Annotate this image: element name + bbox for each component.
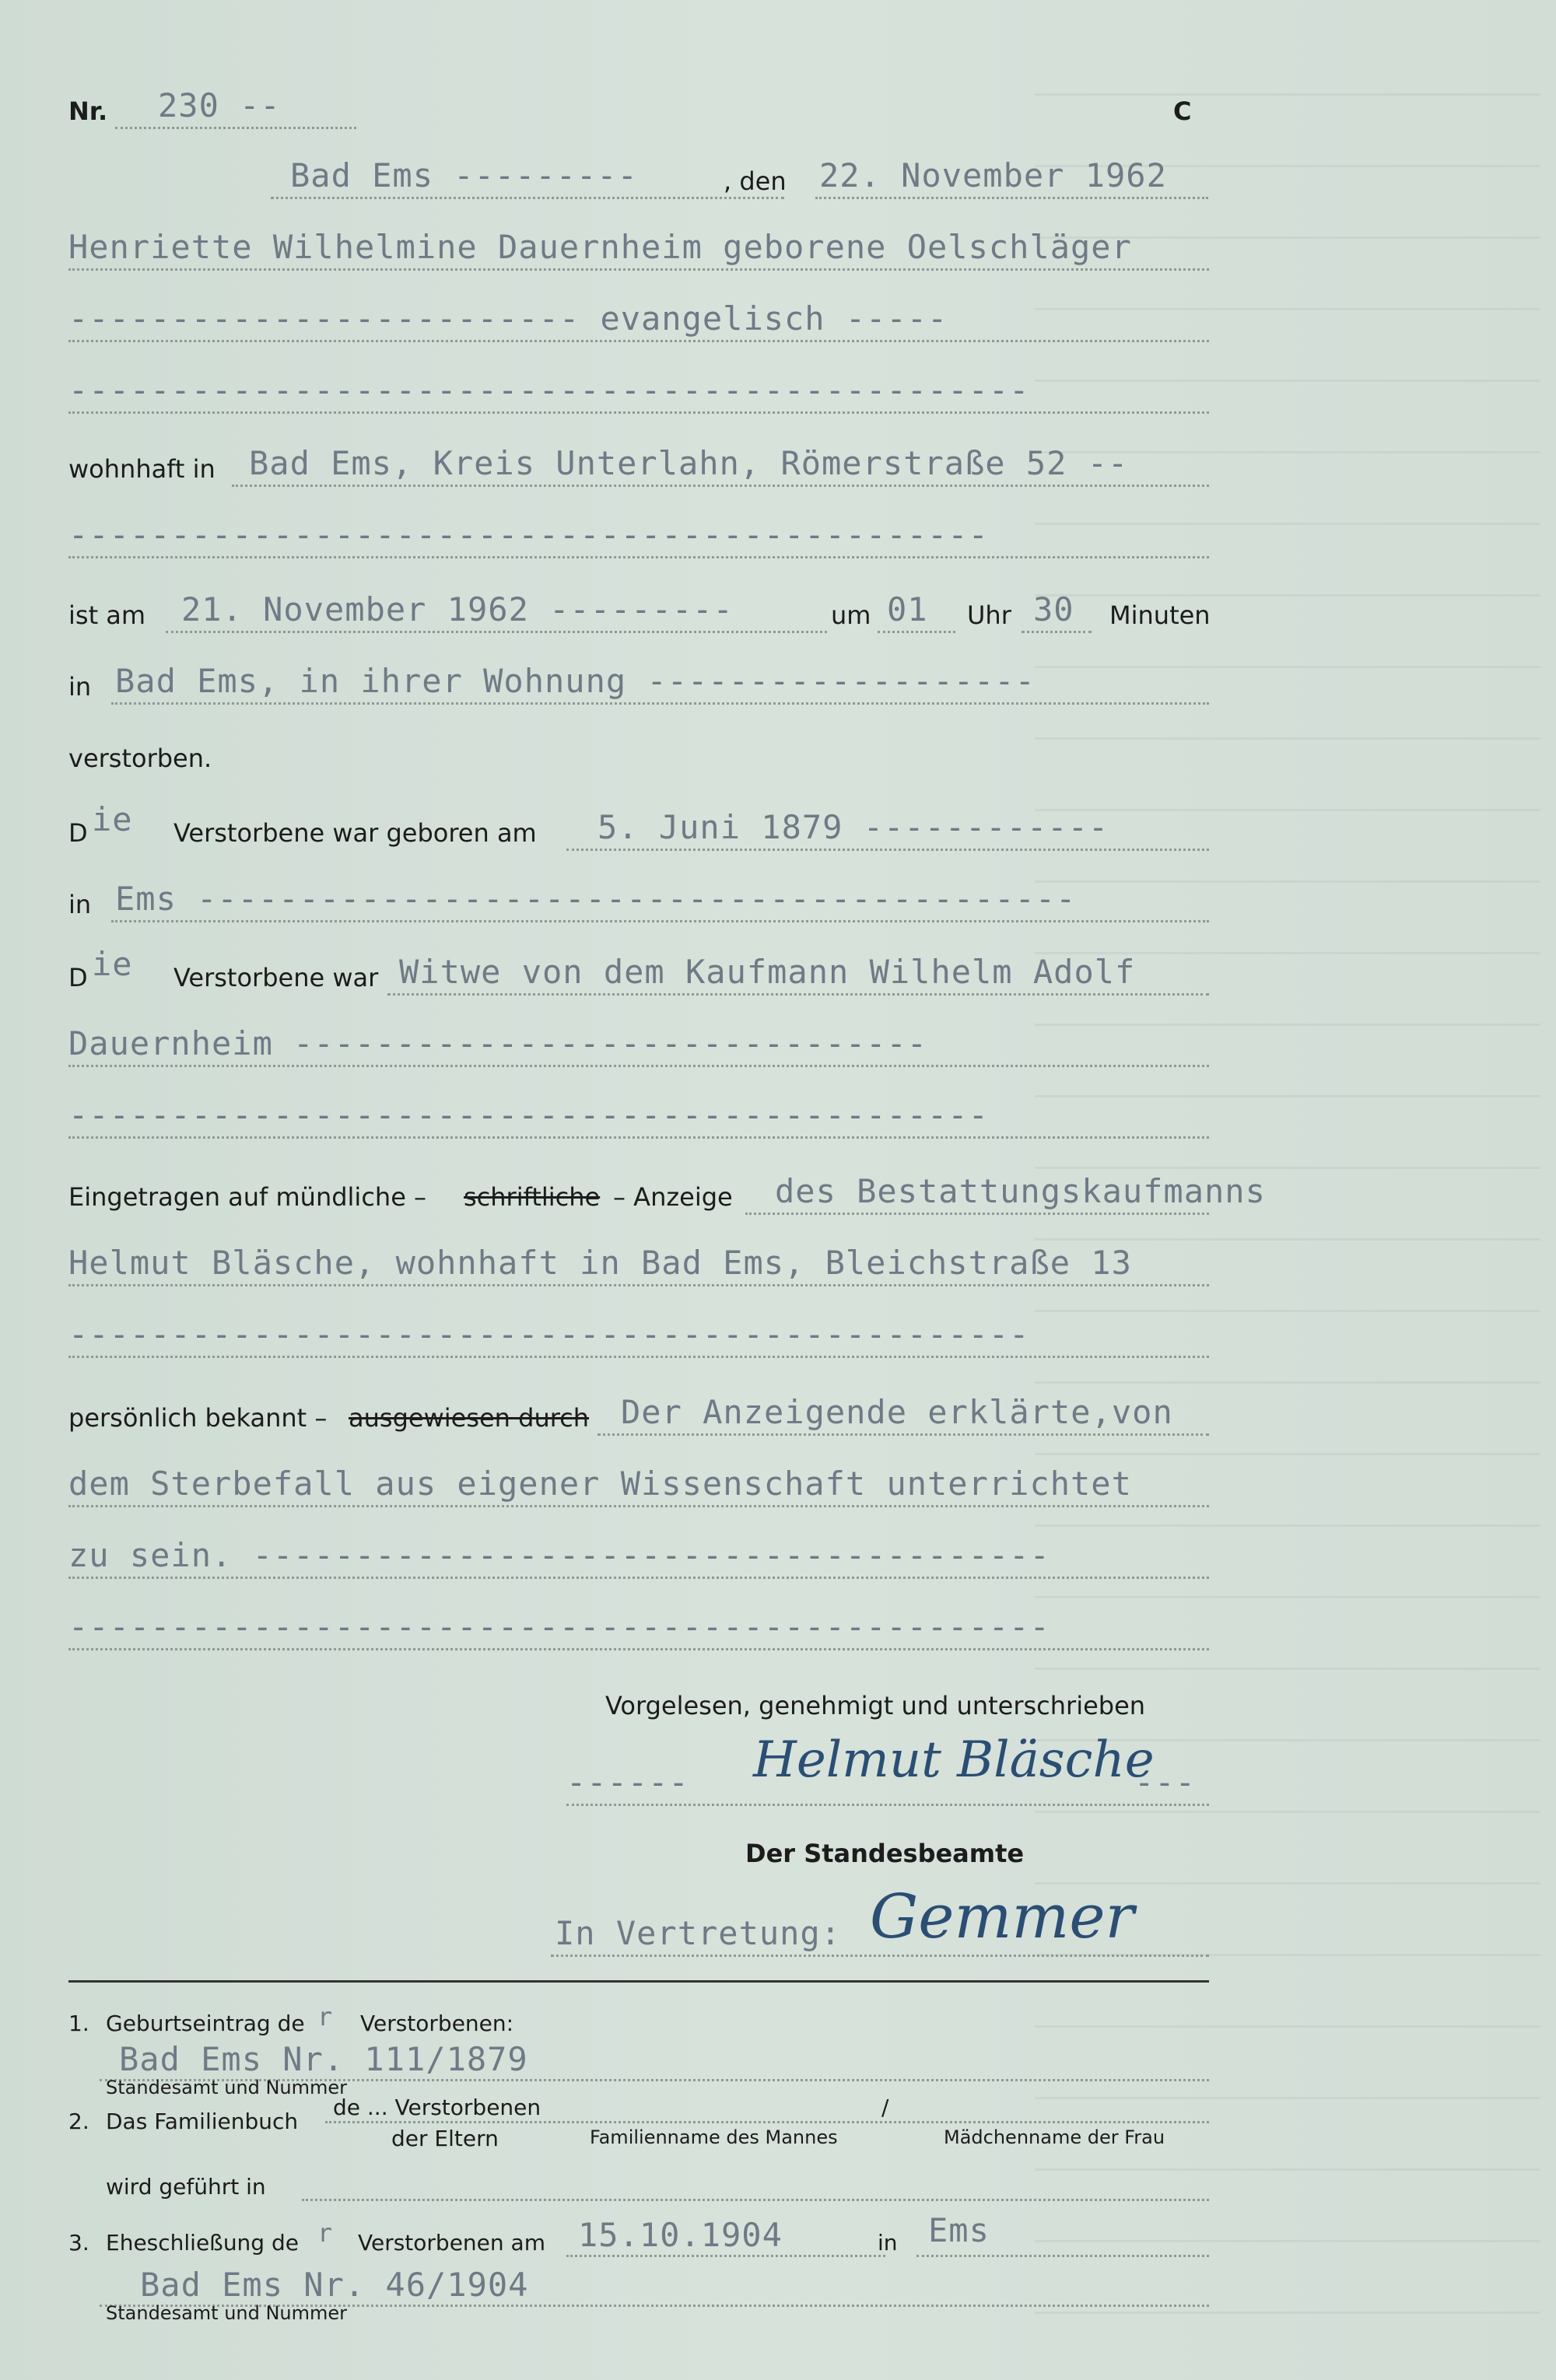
vertretung-label: In Vertretung: <box>555 1914 842 1952</box>
item2-option-1: de ... Verstorbenen <box>333 2095 541 2120</box>
religion: ------------------------- evangelisch ----- <box>68 299 948 338</box>
dotted-line <box>916 2255 1209 2257</box>
item3-label: Eheschließung de <box>106 2230 299 2256</box>
dotted-line <box>271 197 784 199</box>
death-minutes: 30 <box>1033 590 1074 628</box>
birth-place-line <box>68 863 1209 933</box>
item3-caption: Standesamt und Nummer <box>106 2302 348 2324</box>
uhr-label: Uhr <box>967 600 1011 630</box>
dotted-line <box>745 1213 1209 1215</box>
birth-prefix: D <box>68 818 88 848</box>
declaration-line-3 <box>68 1520 1209 1590</box>
filler-dashes: --------------------------------------------- <box>68 516 989 554</box>
dotted-line <box>68 1136 1209 1139</box>
death-hour: 01 <box>887 590 928 628</box>
dotted-line <box>68 1505 1209 1507</box>
footer-divider <box>68 1980 1209 1983</box>
official-signature: Gemmer <box>870 1882 1134 1952</box>
status-article: ie <box>92 945 133 983</box>
address: Bad Ems, Kreis Unterlahn, Römerstraße 52 -- <box>249 444 1129 482</box>
dotted-line <box>325 2121 1209 2123</box>
dotted-line <box>111 920 1209 922</box>
item-number: 1. <box>68 2011 89 2036</box>
residence-line <box>68 428 1209 498</box>
status-label: Verstorbene war <box>173 963 379 992</box>
item-number: 3. <box>68 2230 89 2256</box>
item3-value: Bad Ems Nr. 46/1904 <box>140 2266 529 2304</box>
corner-letter: C <box>1173 96 1192 126</box>
death-date-line <box>68 574 1209 644</box>
declaration-line-2 <box>68 1448 1209 1518</box>
birth-article: ie <box>92 800 133 838</box>
item2-slash: / <box>881 2095 889 2120</box>
wohnhaft-label: wohnhaft in <box>68 454 216 484</box>
place-date-line <box>68 140 1209 210</box>
den-label: , den <box>724 166 787 196</box>
birth-date-line <box>68 792 1209 862</box>
item3-in-label: in <box>878 2230 898 2256</box>
marital-status-line-2 <box>68 1008 1209 1078</box>
dotted-line <box>566 849 1209 851</box>
status-prefix: D <box>68 963 88 992</box>
dotted-line <box>566 1804 1209 1806</box>
item1-article: r <box>317 2002 334 2032</box>
footer-item-2-wird <box>68 2159 1209 2206</box>
verstorben-label: verstorben. <box>68 744 212 773</box>
official-signature-line <box>68 1882 1209 1968</box>
ausgewiesen-label-struck: ausgewiesen durch <box>349 1403 590 1433</box>
standesbeamte-label: Der Standesbeamte <box>745 1839 1025 1868</box>
dotted-line <box>232 485 1209 487</box>
item2-label: Das Familienbuch <box>106 2109 299 2134</box>
item3-article: r <box>317 2218 334 2248</box>
item1-caption: Standesamt und Nummer <box>106 2077 348 2098</box>
record-date: 22. November 1962 <box>819 156 1167 194</box>
record-place: Bad Ems --------- <box>290 156 638 194</box>
dotted-line <box>166 631 827 633</box>
deceased-name-line <box>68 212 1209 282</box>
item2-option-2: der Eltern <box>391 2126 499 2151</box>
register-number-line <box>68 70 1209 140</box>
informant-signature-line <box>68 1731 1209 1817</box>
dotted-line <box>68 1284 1209 1286</box>
dotted-line <box>68 1065 1209 1067</box>
signature-dash-left: ------ <box>566 1763 689 1801</box>
item2-wird-label: wird geführt in <box>106 2174 266 2200</box>
dotted-line <box>878 631 955 633</box>
marital-status: Witwe von dem Kaufmann Wilhelm Adolf <box>399 953 1136 991</box>
vorgelesen-text: Vorgelesen, genehmigt und unterschrieben <box>605 1691 1146 1720</box>
dotted-line <box>598 1433 1209 1436</box>
schriftliche-label-struck: schriftliche <box>464 1182 601 1212</box>
birth-in-label: in <box>68 890 92 919</box>
blank-line <box>68 1299 1209 1369</box>
birth-date: 5. Juni 1879 ------------ <box>598 808 1109 846</box>
item1-value: Bad Ems Nr. 111/1879 <box>119 2040 528 2078</box>
dotted-line <box>302 2199 1209 2201</box>
declaration-cont: dem Sterbefall aus eigener Wissenschaft unterrichtet <box>68 1465 1132 1503</box>
blank-line <box>68 499 1209 569</box>
marriage-place: Ems <box>928 2211 990 2249</box>
religion-line <box>68 283 1209 353</box>
blank-line <box>68 1591 1209 1661</box>
filler-dashes: ----------------------------------------------- <box>68 371 1030 409</box>
dotted-line <box>68 268 1209 271</box>
filler-dashes: --------------------------------------------- <box>68 1096 989 1134</box>
dotted-line <box>815 197 1208 199</box>
item1-label: Geburtseintrag de <box>106 2011 305 2036</box>
item3-label2: Verstorbenen am <box>358 2230 545 2256</box>
dotted-line <box>1022 631 1092 633</box>
nr-label: Nr. <box>68 96 108 126</box>
informant-line <box>68 1156 1266 1226</box>
filler-dashes: ------------------------------------------------ <box>68 1608 1050 1646</box>
informant-signature: Helmut Bläsche <box>753 1731 1155 1789</box>
filler-dashes: ----------------------------------------------- <box>68 1315 1030 1353</box>
dotted-line <box>387 993 1209 996</box>
item2-caption-husband: Familienname des Mannes <box>590 2126 838 2148</box>
declaration: Der Anzeigende erklärte,von <box>621 1393 1173 1431</box>
standesbeamte-line <box>68 1812 1209 1882</box>
dotted-line <box>111 702 1209 705</box>
register-number: 230 -- <box>158 86 281 124</box>
death-place: Bad Ems, in ihrer Wohnung ------------------- <box>115 662 1036 700</box>
marriage-date: 15.10.1904 <box>578 2216 783 2254</box>
footer-item-3 <box>68 2209 1209 2263</box>
minuten-label: Minuten <box>1109 600 1211 630</box>
death-date: 21. November 1962 --------- <box>181 590 734 628</box>
birth-label: Verstorbene war geboren am <box>173 818 537 848</box>
dotted-line <box>68 340 1209 342</box>
dotted-line <box>68 556 1209 558</box>
declaration-end: zu sein. --------------------------------------- <box>68 1536 1050 1574</box>
vorgelesen-line <box>68 1664 1209 1734</box>
signature-dash-right: --- <box>1134 1763 1196 1801</box>
ist-am-label: ist am <box>68 600 146 630</box>
death-place-line <box>68 646 1209 716</box>
item1-label2: Verstorbenen: <box>360 2011 514 2036</box>
eingetragen-label: Eingetragen auf mündliche – <box>68 1182 427 1212</box>
informant: des Bestattungskaufmanns <box>775 1172 1266 1210</box>
bekannt-label: persönlich bekannt – <box>68 1403 328 1433</box>
blank-line <box>68 355 1209 425</box>
dotted-line <box>68 1648 1209 1650</box>
verstorben-line <box>68 717 1209 787</box>
birth-place: Ems ------------------------------------------- <box>115 880 1077 918</box>
informant-cont: Helmut Bläsche, wohnhaft in Bad Ems, Bleichstraße 13 <box>68 1244 1132 1282</box>
dotted-line <box>68 1577 1209 1579</box>
dotted-line <box>68 411 1209 414</box>
um-label: um <box>831 600 871 630</box>
item2-caption-wife: Mädchenname der Frau <box>944 2126 1165 2148</box>
marital-status-cont: Dauernheim ------------------------------- <box>68 1024 928 1062</box>
dotted-line <box>115 127 356 129</box>
footer-item-2 <box>68 2092 1209 2154</box>
deceased-name: Henriette Wilhelmine Dauernheim geborene Oelschläger <box>68 228 1132 266</box>
marital-status-line <box>68 936 1209 1006</box>
blank-line <box>68 1080 1209 1150</box>
footer-item-3-caption <box>68 2294 1209 2326</box>
dotted-line <box>68 1356 1209 1358</box>
identification-line <box>68 1377 1209 1447</box>
item-number: 2. <box>68 2109 89 2134</box>
in-label: in <box>68 672 92 702</box>
dotted-line <box>566 2255 885 2257</box>
anzeige-label: – Anzeige <box>613 1182 733 1212</box>
dotted-line <box>551 1955 1209 1957</box>
informant-line-2 <box>68 1227 1209 1297</box>
